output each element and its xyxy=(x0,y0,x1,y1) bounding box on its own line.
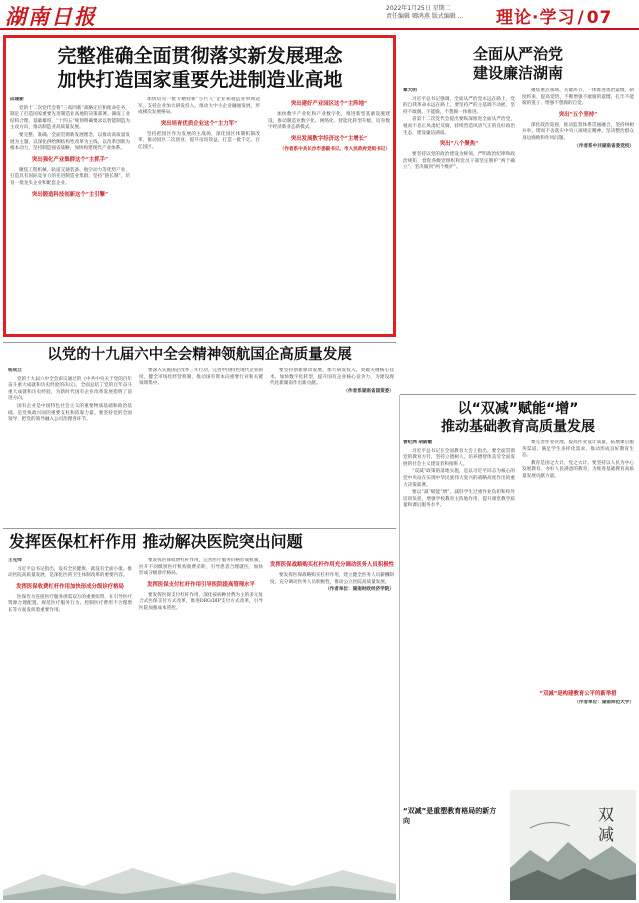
right-author: 覃大明 xyxy=(403,88,417,93)
lead-headline-2: 加快打造国家重要先进制造业高地 xyxy=(57,69,343,91)
right-para: 聚焦重点领域、关键环节，一体推进惩治震慑、制度约束、提高觉悟，不断增强不敢腐的震慑、扎牢不能腐的笼子、增强不想腐的自觉。 xyxy=(522,88,634,107)
lead-headline-1: 完整准确全面贯彻落实新发展理念 xyxy=(57,45,343,67)
ink-painting-image xyxy=(510,790,636,900)
svg-text:减: 减 xyxy=(598,825,615,844)
hospital-para: 医保作为连接医疗服务供需双方的重要纽带，在引导医疗资源合理配置、规范医疗服务行为、控制医疗费用不合理增长等方面发挥着重要作用。 xyxy=(8,594,132,613)
svg-text:双: 双 xyxy=(598,805,615,824)
hospital-author-note: （作者单位：湖南财政经济学院） xyxy=(325,587,394,593)
mid-column-3 xyxy=(270,368,394,518)
hospital-author: 王克师 xyxy=(8,558,22,563)
lead-author: 邱建新 xyxy=(10,97,24,102)
edu-column-2 xyxy=(522,440,634,685)
edu-headline-1: 以“双减”赋能“增” xyxy=(457,401,579,417)
hospital-subhead-3: 发挥医保战略购买杠杆作用充分调动医务人员积极性 xyxy=(270,562,394,568)
mid-para: 党的十九届六中全会审议通过的《中共中央关于党的百年奋斗重大成就和历史经验的决议》，全面总结了党的百年奋斗重大成就和历史经验，为新时代国有企业改革发展指明了前进方向。 xyxy=(8,376,132,402)
hospital-column-1 xyxy=(8,558,132,898)
right-headline-1: 全面从严治党 xyxy=(472,45,563,63)
edu-para: 习近平总书记在全国教育大会上指出，要全面贯彻党的教育方针，坚持立德树人，培养德智体美劳全面发展的社会主义建设者和接班人。 xyxy=(403,448,515,467)
hospital-headline: 发挥医保杠杆作用 推动解决医院突出问题 xyxy=(9,532,303,551)
lead-para: 加快数字产业化和产业数字化，推进新型基础设施建设，推动制造业数字化、网络化、智能化转型升级，培育数字经济新业态新模式。 xyxy=(268,112,390,131)
lead-column-1 xyxy=(10,97,130,329)
lead-subhead-3: 突出建好产业园区这个“主阵地” xyxy=(290,101,368,107)
lead-column-2 xyxy=(138,97,260,329)
lead-subhead-2: 突出培育优质企业这个“主力军” xyxy=(160,120,238,127)
lead-column-3 xyxy=(268,97,390,329)
edu-author: 曾纪洲 胡蔚敏 xyxy=(403,440,433,445)
lead-para: 要完整、准确、全面贯彻新发展理念，以推动高质量发展为主题，以深化供给侧结构性改革为主线，以改革创新为根本动力，坚持制造强省战略，加快构建现代产业体系。 xyxy=(10,132,130,152)
hospital-para: 要发挥医保收费杠杆作用，完善医疗服务价格形成机制，拉开不同级别医疗机构收费差距，引导患者合理就医，加快形成分级诊疗格局。 xyxy=(139,558,263,577)
right-para: 习近平总书记强调，全面从严治党永远在路上，党的自我革命永远在路上。要坚持严的主基调不动摇，坚持不敢腐、不能腐、不想腐一体推进。 xyxy=(403,96,515,115)
lead-para: 加快培育一批专精特新“小巨人”企业和制造业单项冠军，支持企业加大研发投入，推动大中小企业融通发展，形成梯次发展格局。 xyxy=(138,97,260,116)
right-author-note: （作者系中共湖南省委党校） xyxy=(574,143,634,149)
page-number: 07 xyxy=(586,8,613,28)
column-divider xyxy=(399,395,400,900)
edu-column-1 xyxy=(403,440,515,742)
issue-editors: 责任编辑 卿鸿燕 版式编辑 ... xyxy=(386,13,464,20)
section-name: 理论·学习 xyxy=(496,8,576,28)
lead-subhead-5: 突出锻造科技创新这个“主引擎” xyxy=(31,191,109,198)
edu-author-note: （作者单位：湖南师范大学） xyxy=(574,700,634,705)
edu-subhead-1: “双减”是构建教育公平的新举措 xyxy=(539,691,617,697)
right-para: 深化政治巡视，推动监督体系贯通融合，坚持纠树并举，锲而不舍落实中央八项规定精神，坚决整治群众身边腐败和作风问题。 xyxy=(522,122,634,141)
lead-subhead-1: 突出强化产业集群这个“主抓手” xyxy=(31,156,109,163)
lead-para: 聚焦工程机械、轨道交通装备、航空动力等优势产业，打造具有国际竞争力的先进制造业集群，坚持“链长制”，培育一批龙头企业和配套企业。 xyxy=(10,167,130,186)
masthead xyxy=(0,0,639,30)
bottom-right-headline: “双减”是重塑教育格局的新方向 xyxy=(403,807,497,825)
mid-author-note: （作者系湖南省国资委） xyxy=(343,388,394,394)
right-para: 省第十二次党代会提出要纵深推进全面从严治党，驰而不息正风肃纪反腐，持续营造风清气正的良好政治生态，建设廉洁湖南。 xyxy=(403,117,515,136)
hospital-para: 习近平总书记指出，没有全民健康，就没有全面小康。推动医院高质量发展，是深化医药卫生体制改革的重要内容。 xyxy=(8,566,132,579)
edu-para: 要完善作业管理，提高作业设计质量，拓展课后服务渠道，满足学生多样化需求，推动形成良好教育生态。 xyxy=(522,440,634,459)
edu-para: 教育是国之大计、党之大计。要坚持以人民为中心发展教育，办好人民满意的教育，为推进基础教育高质量发展贡献力量。 xyxy=(522,460,634,479)
mid-para: 要坚持创新驱动发展，加大研发投入，突破关键核心技术，加快数字化转型，提升国有企业核心竞争力，为建设现代化新湖南作出新贡献。 xyxy=(270,368,394,387)
divider xyxy=(3,528,396,529)
lead-subhead-4: 突出发展数字经济这个“主增长” xyxy=(290,135,368,142)
landscape-svg xyxy=(3,860,396,900)
mid-headline: 以党的十九届六中全会精神领航国企高质量发展 xyxy=(47,347,352,363)
mid-para: 要深入实施国企改革三年行动，完善中国特色现代企业制度，健全市场化经营机制，推动国有资本向重要行业和关键领域集中。 xyxy=(139,368,263,387)
hospital-subhead-1: 发挥医保收费杠杆作用加快形成分级诊疗格局 xyxy=(16,583,124,590)
edu-para: “双减”政策的落地实施，是以习近平同志为核心的党中央站在实现中华民族伟大复兴的战略高度作出的重大决策部署。 xyxy=(403,469,515,488)
issue-date: 2022年1月25日 星期二 xyxy=(386,5,451,12)
right-subhead-2: 突出“五个坚持” xyxy=(558,111,598,118)
hospital-subhead-2: 发挥医保支付杠杆作用引导医院提高管理水平 xyxy=(147,581,255,588)
right-para: 要坚持以党的政治建设为统领，严明政治纪律和政治规矩，督促各级党组织和党员干部坚定拥护“两个确立”、坚决做到“两个维护”。 xyxy=(403,152,515,171)
mid-author: 杨成立 xyxy=(8,368,22,373)
right-headline-2: 建设廉洁湖南 xyxy=(472,64,563,82)
mid-para: 国有企业是中国特色社会主义的重要物质基础和政治基础，是党执政兴国的重要支柱和依靠力量。要坚持党的全面领导，把党的领导融入公司治理各环节。 xyxy=(8,403,132,423)
section-heading xyxy=(496,3,612,28)
section-separator: / xyxy=(577,8,585,28)
right-subhead-1: 突出“八个聚焦” xyxy=(439,141,479,148)
lead-author-note: （作者系中共长沙市委副书记、市人民政府党组书记） xyxy=(279,146,390,152)
hospital-column-3 xyxy=(270,558,394,898)
mid-column-1 xyxy=(8,368,132,518)
divider xyxy=(400,394,636,395)
issue-info xyxy=(386,5,486,21)
newspaper-logo: 湖南日报 xyxy=(5,4,97,29)
hospital-para: 要发挥医保支付杠杆作用，深化按病种付费为主的多元复合式医保支付方式改革，推进DRG/DIP支付方式改革，引导医院加强成本管控。 xyxy=(139,592,263,611)
edu-para: 要以“减”赋能“增”，减轻学生过重作业负担和校外培训负担，增强学校教育主阵地作用，提升课堂教学质量和课后服务水平。 xyxy=(403,490,515,509)
lead-para: 党的十二次党代会将“三高四新”战略定位和使命任务，制定了打造国家重要先进制造业高地的决策部署。湖南工业结构合理、基础雄厚，“十四五”规划明确要求以智能制造为主攻方向，推动制造业高质量发展。 xyxy=(10,105,130,131)
ink-painting-svg xyxy=(510,790,636,900)
mid-column-2 xyxy=(139,368,263,518)
hospital-column-2 xyxy=(139,558,263,898)
edu-column-3 xyxy=(522,700,634,742)
lead-para: 坚持把园区作为发展的主战场，深化园区体制机制改革，推动园区二次创业，提升亩均效益，打造一批千亿、百亿园区。 xyxy=(138,131,260,150)
hospital-para: 要发挥医保战略购买杠杆作用，建立健全医务人员薪酬制度，充分调动医务人员积极性，推动公立医院高质量发展。 xyxy=(270,573,394,585)
right-column-2 xyxy=(522,88,634,388)
divider xyxy=(3,342,396,343)
landscape-image xyxy=(3,860,396,900)
right-column-1 xyxy=(403,88,515,388)
edu-headline-2: 推动基础教育高质量发展 xyxy=(441,419,595,435)
